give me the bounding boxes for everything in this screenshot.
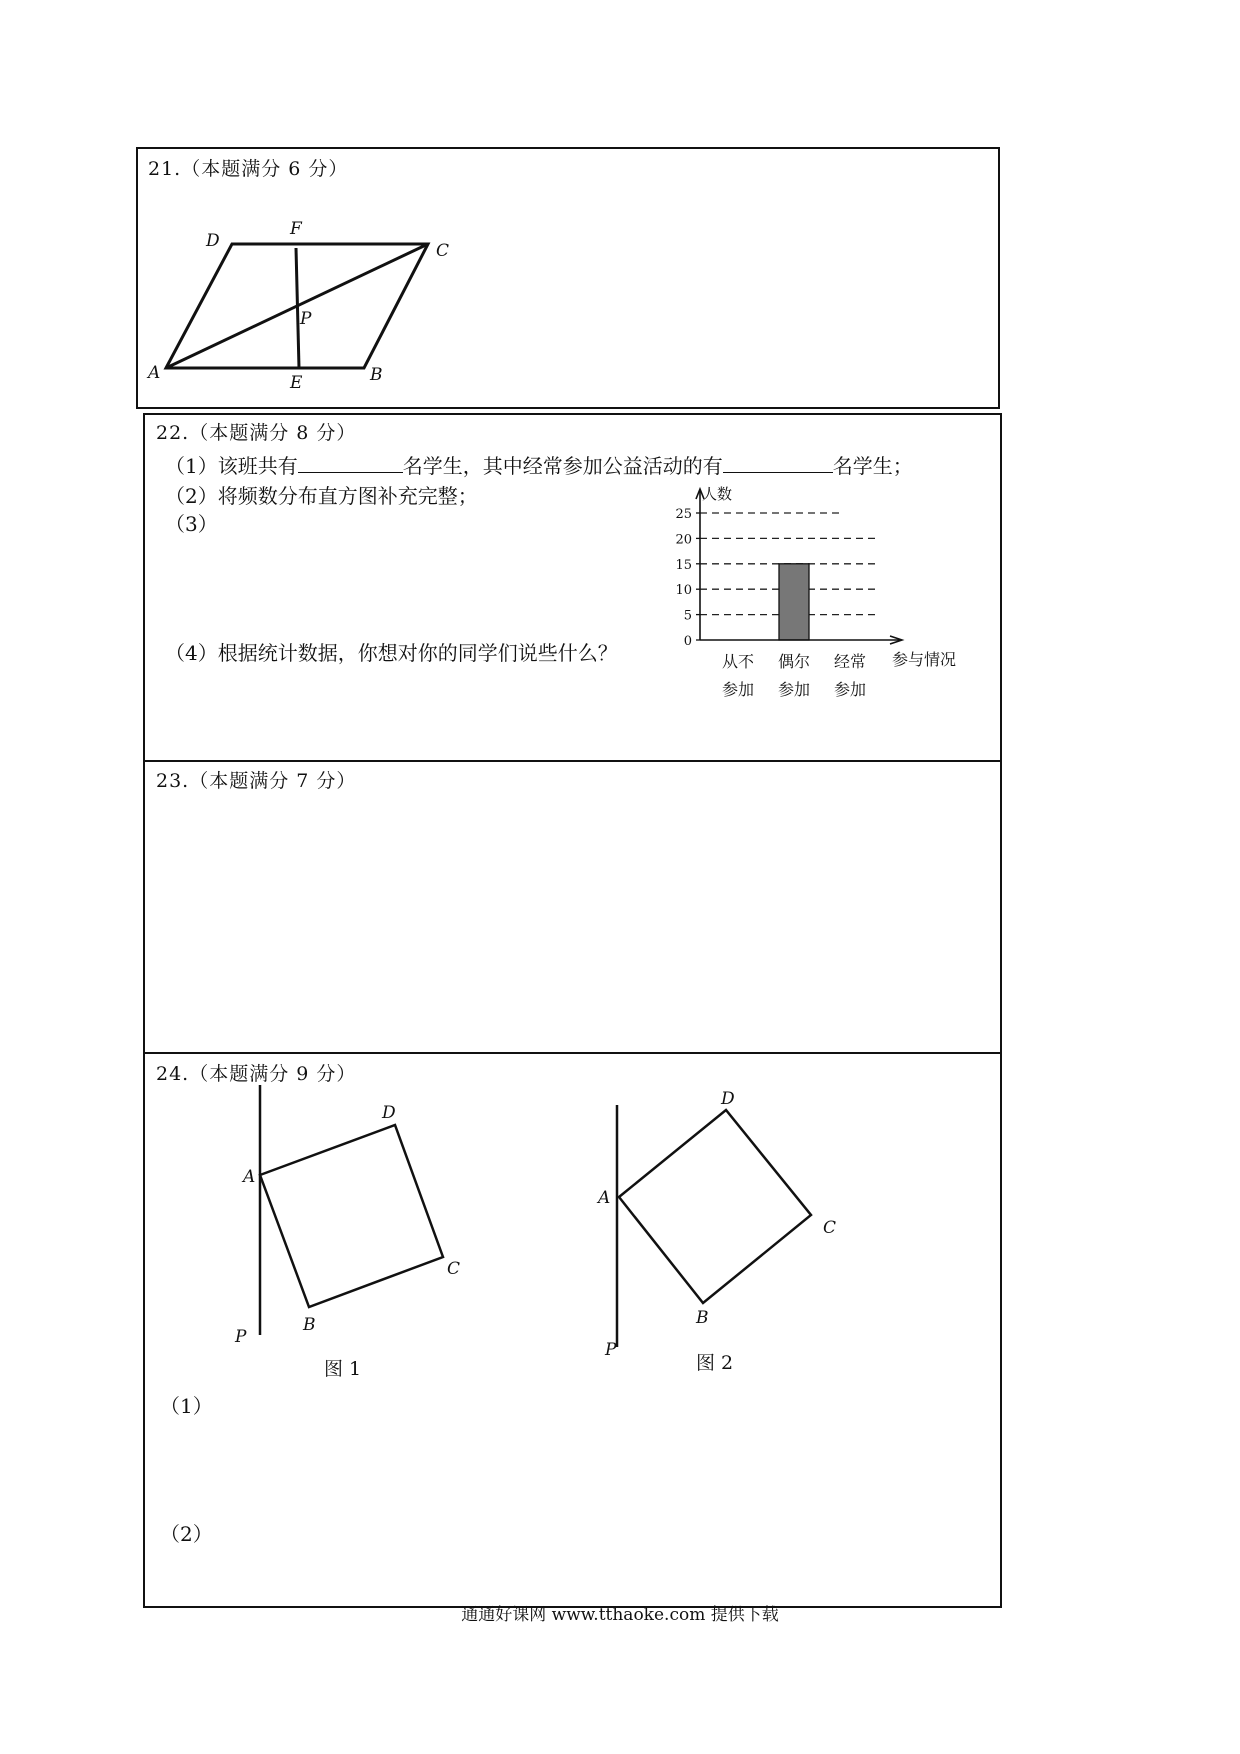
fig1-label-b: B [303, 1315, 316, 1335]
q24-part1: （1） [160, 1394, 213, 1418]
question-23-box [143, 760, 1002, 1054]
square-figure-2 [585, 1085, 845, 1365]
q22-part4: （4）根据统计数据，你想对你的同学们说些什么？ [165, 641, 618, 665]
square-abcd-fig2 [619, 1110, 811, 1303]
y-tick-label-20: 20 [675, 532, 692, 548]
figure-1-caption: 图 1 [324, 1358, 362, 1380]
q22-part1-text-a: （1）该班共有 [165, 454, 298, 478]
page-footer: 通通好课网 www.tthaoke.com 提供下载 [461, 1605, 779, 1625]
y-tick-label-15: 15 [675, 557, 692, 573]
x-axis-label: 参与情况 [892, 650, 957, 669]
category-label-0-0: 从不 [721, 652, 755, 671]
q22-part1-text-c: 名学生； [832, 454, 913, 478]
histogram-chart [660, 485, 980, 710]
category-label-2-0: 经常 [833, 652, 867, 671]
fig2-label-a: A [598, 1188, 611, 1208]
fig2-label-p: P [605, 1340, 617, 1360]
q22-part3: （3） [165, 512, 218, 536]
y-tick-label-5: 5 [683, 608, 692, 624]
label-e: E [290, 373, 303, 390]
y-tick-label-10: 10 [675, 583, 692, 599]
question-24-title: 24.（本题满分 9 分） [156, 1063, 357, 1085]
y-tick-label-0: 0 [683, 634, 692, 649]
fig2-label-c: C [823, 1218, 837, 1238]
y-tick-label-25: 25 [675, 507, 692, 522]
question-23-title: 23.（本题满分 7 分） [156, 770, 357, 792]
square-figure-1 [225, 1085, 485, 1385]
segment-ef [296, 248, 299, 368]
label-c: C [436, 241, 450, 261]
question-22-title: 22.（本题满分 8 分） [156, 422, 357, 444]
q24-part2: （2） [160, 1522, 213, 1546]
square-abcd-fig1 [260, 1125, 443, 1307]
question-21-title: 21.（本题满分 6 分） [148, 158, 349, 180]
q22-part1 [165, 450, 913, 479]
q22-part1-text-b: 名学生，其中经常参加公益活动的有 [402, 454, 723, 478]
category-label-0-1: 参加 [721, 680, 755, 699]
category-label-2-1: 参加 [833, 680, 867, 699]
fig2-label-b: B [696, 1308, 709, 1328]
fig1-label-p: P [235, 1327, 247, 1347]
fig1-label-d: D [382, 1103, 396, 1123]
answer-blank-often[interactable] [723, 454, 833, 473]
label-a: A [148, 363, 161, 383]
label-f: F [290, 220, 302, 239]
bar-1 [779, 564, 809, 640]
category-label-1-0: 偶尔 [777, 652, 811, 671]
fig1-label-c: C [447, 1259, 461, 1279]
figure-2-caption: 图 2 [696, 1352, 734, 1374]
fig1-label-a: A [243, 1167, 256, 1187]
label-p: P [300, 309, 312, 329]
fig2-label-d: D [721, 1089, 735, 1109]
y-axis-label: 人数 [702, 485, 733, 503]
category-label-1-1: 参加 [777, 680, 811, 699]
label-b: B [370, 365, 383, 385]
q22-part2: （2）将频数分布直方图补充完整； [165, 484, 478, 508]
label-d: D [206, 231, 220, 251]
parallelogram-figure [136, 220, 476, 390]
answer-blank-total[interactable] [298, 454, 403, 473]
